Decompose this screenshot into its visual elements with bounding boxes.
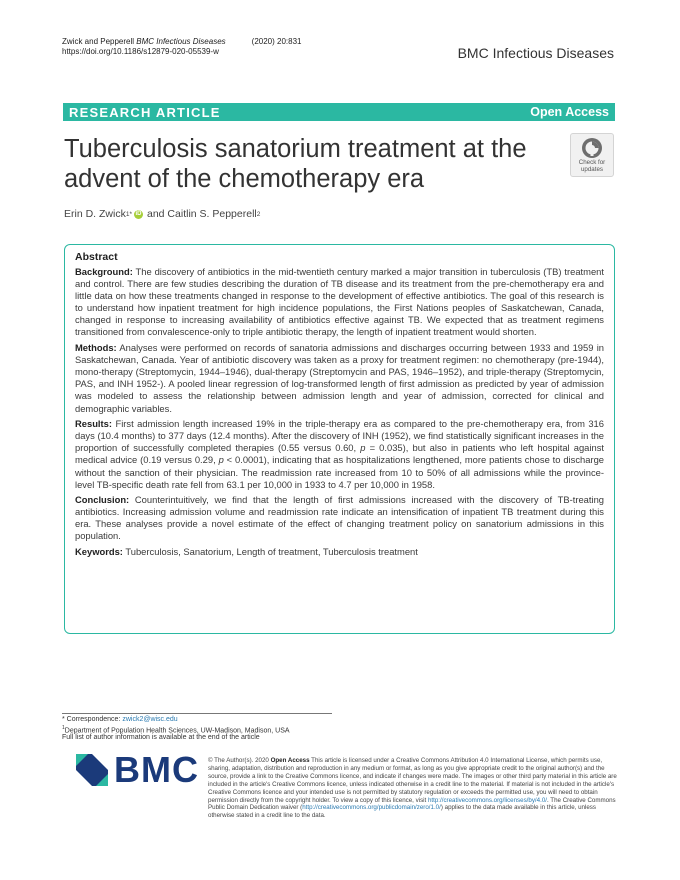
abstract-methods <box>75 342 604 415</box>
article-type-label: RESEARCH ARTICLE <box>69 104 221 120</box>
conclusion-label: Conclusion: <box>75 494 130 506</box>
footnote-divider <box>62 713 332 714</box>
citation-journal: BMC Infectious Diseases <box>136 37 226 46</box>
results-text-c: < 0.0001), indicating that as hospitalizations lengthened, more patients chose to discharge without the sanction of their physician. The readmission rate increased from 10 to 50% of all admissions while the province-level TB-specific death rate fell from 63.1 per 10,000 in 1933 to 4.7 per 10,000 in 1958. <box>75 454 604 490</box>
license-body-3: ) applies to the data made available in this article, unless otherwise stated in a credit line to the data. <box>208 804 596 820</box>
check-for-updates-button[interactable] <box>570 133 614 177</box>
methods-text: Analyses were performed on records of sanatoria admissions and discharges occurring between 1933 and 1959 in Saskatchewan, Canada. Year of antibiotic discovery was taken as a proxy for treatment regimen: no chemotherapy (pre-1944), mono-therapy (Streptomycin, 1944–1946), dual-therapy (Streptomycin and PAS, 1946–1952), and triple-therapy (Streptomycin, PAS, and INH 1952-). A pooled linear regression of log-transformed length of first admission as predicted by year of admission was modeled to assess the relationship between admission length and year of admission, corrected for clinical and demographic variables. <box>75 342 604 414</box>
check-updates-icon <box>581 137 603 159</box>
author-info-note: Full list of author information is available at the end of the article <box>62 734 260 741</box>
background-label: Background: <box>75 266 133 277</box>
results-text-b: = 0.035), but also in patients who left hospital against medical advice (0.19 versus 0.29, <box>75 442 604 466</box>
author-1-affiliation-mark: 1* <box>125 210 132 218</box>
check-updates-line2: updates <box>580 165 603 173</box>
bmc-logo-icon <box>76 754 108 786</box>
citation-line <box>62 37 301 47</box>
check-updates-line1: Check for <box>578 159 606 166</box>
abstract-heading: Abstract <box>75 251 118 263</box>
correspondence-email-link[interactable]: zwick2@wisc.edu <box>122 716 178 723</box>
article-title: Tuberculosis sanatorium treatment at the advent of the chemotherapy era <box>64 135 527 193</box>
license-body-1: This article is licensed under a Creative Commons Attribution 4.0 International License, which permits use, sharing, adaptation, distribution and reproduction in any medium or format, as long as you give appropriate credit to the original author(s) and the source, provide a link to the Creative Commons licence, and indicate if changes were made. The images or other third party material in this article are included in the article's Creative Commons licence, unless indicated otherwise in a credit line to the material. If material is not included in the article's Creative Commons licence and your intended use is not permitted by statutory regulation or exceeds the permitted use, you will need to obtain permission directly from the copyright holder. To view a copy of this licence, visit <box>208 757 617 804</box>
keywords-label: Keywords: <box>75 546 123 558</box>
author-list <box>64 208 260 220</box>
license-link-by[interactable]: http://creativecommons.org/licenses/by/4.0/ <box>427 796 547 804</box>
open-access-label: Open Access <box>530 105 609 119</box>
abstract-conclusion <box>75 494 604 542</box>
license-open-access: Open Access <box>270 757 310 764</box>
citation-year-volume: (2020) 20:831 <box>251 37 302 46</box>
abstract-keywords <box>75 546 604 558</box>
affiliation-text: Department of Population Health Sciences, UW-Madison, Madison, USA <box>64 727 290 735</box>
journal-name: BMC Infectious Diseases <box>457 45 614 61</box>
abstract-box <box>64 244 615 634</box>
author-name-1[interactable]: Erin D. Zwick <box>64 208 126 220</box>
bmc-logo <box>76 749 199 790</box>
license-body-2: . The Creative Commons Public Domain Dedication waiver ( <box>208 796 616 812</box>
citation-authors: Zwick and Pepperell <box>62 37 135 46</box>
p-value-symbol: p <box>218 454 224 466</box>
doi-link[interactable]: https://doi.org/10.1186/s12879-020-05539-w <box>62 47 219 56</box>
results-label: Results: <box>75 418 112 430</box>
methods-label: Methods: <box>75 342 117 354</box>
abstract-results <box>75 418 604 491</box>
abstract-background <box>75 266 604 339</box>
affiliation-mark: 1 <box>62 725 65 731</box>
author-2-affiliation-mark: 2 <box>256 210 261 218</box>
p-value-symbol: p <box>360 442 366 454</box>
correspondence-prefix: * Correspondence: <box>62 716 123 723</box>
license-text <box>208 757 618 820</box>
article-type-banner <box>63 103 615 121</box>
conclusion-text: Counterintuitively, we find that the length of first admissions increased with the discovery of TB-treating antibiotics. Increasing admission volume and readmission rate indicate an intensification of inpatient TB treatment during this era. These analyses provide a novel estimate of the effect of changing treatment policy on sanatorium admissions in this population. <box>75 494 604 542</box>
orcid-icon[interactable]: iD <box>135 211 142 217</box>
background-text: The discovery of antibiotics in the mid-twentieth century marked a major transition in tuberculosis (TB) treatment and control. There are few studies describing the duration of TB disease and its treatment from the pre-chemotherapy era and little data on how these treatments changed in response to the development of effective antibiotics. The goal of this research is to understand how inpatient treatment for high incidence populations, the First Nations peoples of Saskatchewan, Canada, changed in response to increasing availability of antibiotics effective against TB. We expected that as treatment regimens transitioned from convalescence-only to triple antibiotic therapy, the length of inpatient treatment would shorten. <box>75 266 604 338</box>
keywords-text: Tuberculosis, Sanatorium, Length of treatment, Tuberculosis treatment <box>125 546 418 558</box>
license-lead: © The Author(s). 2020 <box>208 757 271 764</box>
author-name-2[interactable]: and Caitlin S. Pepperell <box>147 208 257 220</box>
license-link-zero[interactable]: http://creativecommons.org/publicdomain/zero/1.0/ <box>302 804 441 812</box>
correspondence-note <box>62 715 178 724</box>
bmc-logo-text: BMC <box>114 749 199 790</box>
results-text-a: First admission length increased 19% in the triple-therapy era as compared to the pre-chemotherapy era, from 316 days (10.4 months) to 377 days (12.4 months). After the discovery of INH (1952), we find statistically significant increases in the proportion of successfully completed therapies (0.55 versus 0.60, <box>75 418 604 454</box>
